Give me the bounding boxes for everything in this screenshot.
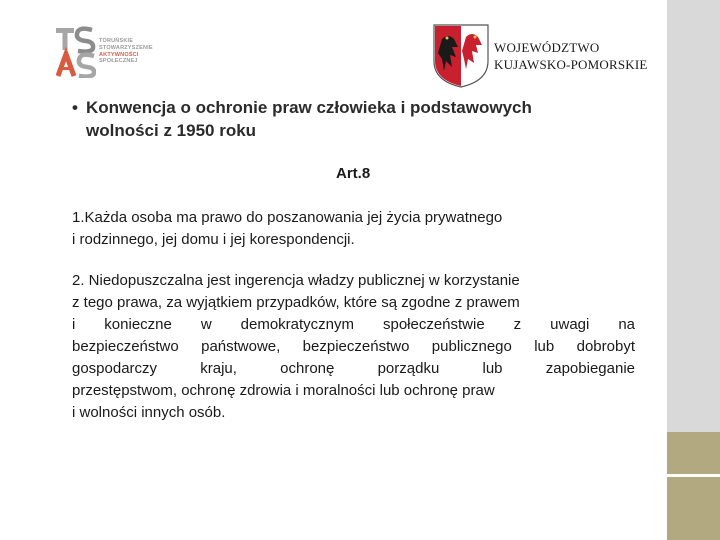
voivodeship-line-2: KUJAWSKO-POMORSKIE — [494, 57, 648, 72]
tsas-line-1: TORUŃSKIE — [99, 38, 134, 44]
tsas-line-4: SPOŁECZNEJ — [99, 58, 138, 65]
paragraph-1-line-2: i rodzinnego, jej domu i jej korespondencji. — [72, 231, 355, 248]
voivodeship-line-1: WOJEWÓDZTWO — [494, 40, 600, 55]
tsas-line-2: STOWARZYSZENIE — [99, 44, 153, 51]
title-line-1: Konwencja o ochronie praw człowieka i podstawowych — [86, 98, 532, 117]
sidebar-olive-panel — [667, 432, 720, 540]
paragraph-2-line: gospodarczy kraju, ochronę porządku lub zapobieganie — [72, 360, 635, 377]
sidebar-gray-panel — [667, 0, 720, 432]
title-line-2: wolności z 1950 roku — [86, 121, 257, 140]
tsas-letters-icon — [56, 26, 96, 78]
paragraph-2 — [72, 270, 635, 424]
paragraph-2-line: i wolności innych osób. — [72, 404, 226, 421]
coat-of-arms-icon — [432, 23, 490, 89]
tsas-name — [99, 38, 153, 65]
tsas-line-3: AKTYWNOŚCI — [99, 51, 139, 58]
paragraph-2-line: i konieczne w demokratycznym społeczeństwie z uwagi na — [72, 316, 635, 333]
article-heading: Art.8 — [336, 165, 371, 182]
slide-title — [72, 96, 632, 142]
paragraph-2-line: bezpieczeństwo państwowe, bezpieczeństwo publicznego lub dobrobyt — [72, 338, 635, 355]
tsas-logo — [56, 26, 156, 78]
paragraph-2-line: z tego prawa, za wyjątkiem przypadków, które są zgodne z prawem — [72, 294, 520, 311]
right-sidebar — [667, 0, 720, 540]
paragraph-1 — [72, 207, 635, 251]
paragraph-2-line: przestępstwom, ochronę zdrowia i moralności lub ochronę praw — [72, 382, 495, 399]
voivodeship-name — [494, 39, 648, 73]
paragraph-2-line: 2. Niedopuszczalna jest ingerencja władzy publicznej w korzystanie — [72, 272, 520, 289]
title-bullet: • — [72, 98, 78, 117]
paragraph-1-line-1: 1.Każda osoba ma prawo do poszanowania jej życia prywatnego — [72, 209, 503, 226]
sidebar-divider — [667, 474, 720, 477]
voivodeship-logo — [430, 20, 648, 92]
